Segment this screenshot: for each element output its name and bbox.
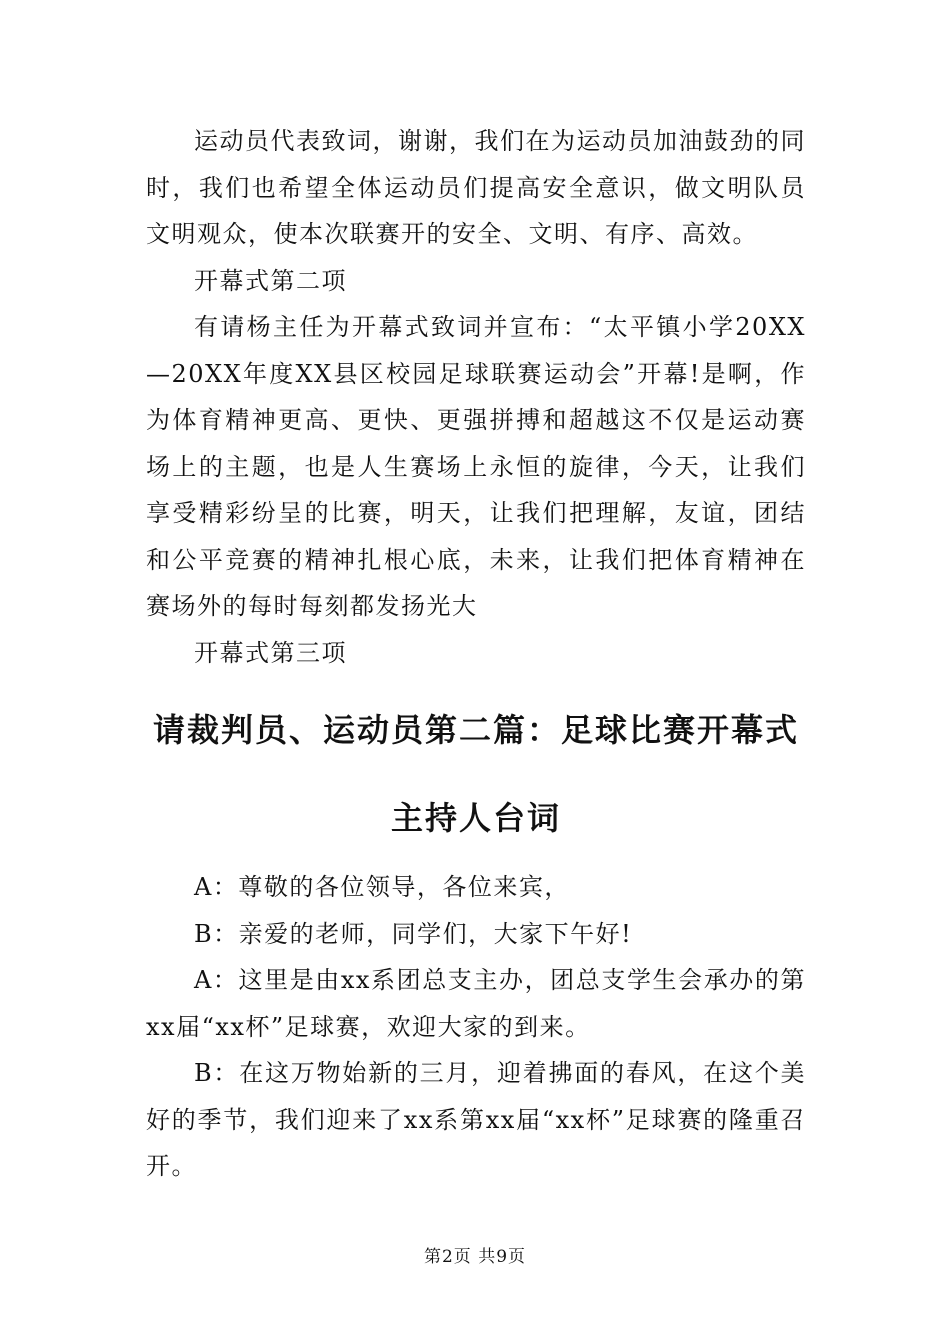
paragraph-athlete-speech: 运动员代表致词，谢谢，我们在为运动员加油鼓劲的同时，我们也希望全体运动员们提高安全意识，做文明队员文明观众，使本次联赛开的安全、文明、有序、高效。 <box>146 127 806 248</box>
document-body <box>146 118 806 1190</box>
section-heading: 请裁判员、运动员第二篇：足球比赛开幕式主持人台词 <box>152 711 799 837</box>
dialogue-line-a-2: A：这里是由xx系团总支主办，团总支学生会承办的第xx届“xx杯”足球赛，欢迎大家的到来。 <box>146 966 806 1041</box>
paragraph-ceremony-item-2: 开幕式第二项 <box>194 266 347 295</box>
paragraph-ceremony-item-3: 开幕式第三项 <box>194 638 347 667</box>
paragraph-director-announcement: 有请杨主任为开幕式致词并宣布：“太平镇小学20XX—20XX年度XX县区校园足球联赛运动会”开幕!是啊，作为体育精神更高、更快、更强拼搏和超越这不仅是运动赛场上的主题，也是人生赛场上永恒的旋律，今天，让我们享受精彩纷呈的比赛，明天，让我们把理解，友谊，团结和公平竞赛的精神扎根心底，未来，让我们把体育精神在赛场外的每时每刻都发扬光大 <box>146 313 806 620</box>
dialogue-line-b-2: B：在这万物始新的三月，迎着拂面的春风，在这个美好的季节，我们迎来了xx系第xx届“xx杯”足球赛的隆重召开。 <box>146 1059 806 1180</box>
page-number-footer: 第2页 共9页 <box>423 1247 527 1267</box>
dialogue-line-b-1: B：亲爱的老师，同学们，大家下午好! <box>194 919 633 948</box>
dialogue-line-a-1: A：尊敬的各位领导，各位来宾， <box>194 873 570 901</box>
